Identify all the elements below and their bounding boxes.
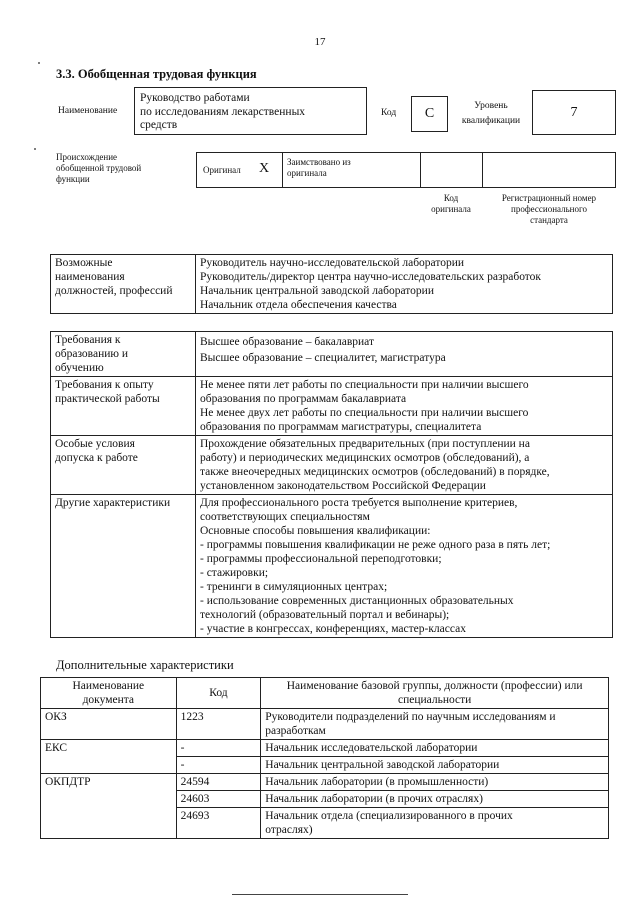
name-label: Наименование: [58, 106, 118, 116]
requirement-value-line: - стажировки;: [200, 567, 269, 579]
reg-number-caption: [482, 193, 616, 226]
doc-cell: ЕКС: [41, 740, 177, 774]
table-row: [41, 709, 609, 740]
requirement-label: [51, 377, 196, 436]
caption-line: профессионального: [511, 204, 587, 214]
requirement-value-line: работу) и периодических медицинских осмотров (обследований), а: [200, 452, 530, 464]
requirement-value: [196, 495, 613, 638]
requirement-label-line: обучению: [55, 362, 104, 374]
requirement-value-line: - участие в конгрессах, конференциях, мастер-классах: [200, 623, 466, 635]
education-row: [51, 332, 613, 377]
requirement-value: [196, 332, 613, 377]
requirement-value-line: Высшее образование – специалитет, магистратура: [200, 352, 446, 364]
requirement-value-line: образования по программам бакалавриата: [200, 393, 407, 405]
code-label: Код: [381, 108, 397, 118]
code-cell: -: [176, 757, 261, 774]
name-line: Руководители подразделений по научным исследованиям и: [265, 711, 556, 723]
requirement-value-line: - программы повышения квалификации не реже одного раза в пять лет;: [200, 539, 551, 551]
code-value-box: C: [411, 96, 448, 132]
level-label-line: квалификации: [461, 116, 521, 126]
origin-label-line: функции: [56, 174, 90, 184]
caption-line: Регистрационный номер: [501, 193, 597, 203]
admission-row: [51, 436, 613, 495]
requirement-value-line: Основные способы повышения квалификации:: [200, 525, 431, 537]
original-cell: [197, 153, 283, 187]
function-name-line: средств: [140, 119, 178, 131]
header-line: Наименование: [72, 680, 145, 692]
name-line: Начальник исследовательской лаборатории: [265, 742, 478, 754]
requirement-value-line: Прохождение обязательных предварительных (при поступлении на: [200, 438, 530, 450]
positions-list-cell: [196, 255, 613, 314]
scan-edge-line: [232, 894, 408, 895]
requirement-value-line: - использование современных дистанционных образовательных: [200, 595, 514, 607]
requirement-value-line: - тренинги в симуляционных центрах;: [200, 581, 388, 593]
function-name-line: по исследованиям лекарственных: [140, 105, 306, 118]
requirement-label-line: Особые условия: [55, 438, 135, 450]
requirement-value-line: образования по программам магистратуры, специалитета: [200, 421, 482, 433]
requirement-label-line: допуска к работе: [55, 452, 138, 464]
position-item: Руководитель научно-исследовательской лаборатории: [200, 257, 465, 269]
table-row: [41, 740, 609, 757]
name-cell: [261, 757, 609, 774]
name-cell: [261, 709, 609, 740]
borrowed-label-line: оригинала: [287, 168, 327, 178]
positions-label-cell: [51, 255, 196, 314]
name-line: отраслях): [265, 824, 313, 836]
requirement-value-line: Для профессионального роста требуется выполнение критериев,: [200, 497, 518, 509]
name-line: разработкам: [265, 725, 326, 737]
requirement-value-line: установленном законодательством Российской Федерации: [200, 480, 486, 492]
code-cell: 1223: [176, 709, 261, 740]
section-title: 3.3. Обобщенная трудовая функция: [56, 67, 257, 81]
name-line: Начальник лаборатории (в промышленности): [265, 776, 489, 788]
origin-label-line: обобщенной трудовой: [56, 163, 142, 173]
function-name-line: Руководство работами: [140, 92, 250, 104]
positions-label-line: должностей, профессий: [55, 285, 173, 297]
positions-label-line: наименования: [55, 271, 125, 283]
caption-line: оригинала: [431, 204, 471, 214]
requirement-value-line: Высшее образование – бакалавриат: [200, 336, 374, 348]
extra-table: [40, 677, 609, 839]
code-cell: -: [176, 740, 261, 757]
positions-table: [50, 254, 613, 314]
code-cell: 24693: [176, 808, 261, 839]
name-cell: [261, 740, 609, 757]
requirement-value-line: Не менее пяти лет работы по специальности при наличии высшего: [200, 379, 529, 391]
requirement-value-line: технологий (образовательный портал и вебинары);: [200, 609, 450, 621]
origin-label-line: Происхождение: [56, 152, 118, 162]
requirement-label-line: практической работы: [55, 393, 160, 405]
header-line: документа: [82, 694, 135, 706]
requirement-label-line: Другие характеристики: [55, 497, 171, 509]
code-header: Код: [176, 678, 261, 709]
scan-speck: [34, 148, 36, 150]
borrowed-cell: [283, 153, 421, 187]
caption-line: Код: [443, 193, 459, 203]
name-line: Начальник отдела (специализированного в прочих: [265, 810, 513, 822]
code-cell: 24594: [176, 774, 261, 791]
other-characteristics-row: [51, 495, 613, 638]
requirement-label: [51, 332, 196, 377]
position-item: Начальник центральной заводской лаборатории: [200, 285, 434, 297]
code-cell: 24603: [176, 791, 261, 808]
level-label: [456, 101, 526, 127]
header-line: Наименование базовой группы, должности (профессии) или: [286, 680, 583, 692]
requirement-value-line: соответствующих специальностям: [200, 511, 370, 523]
requirement-label: [51, 495, 196, 638]
requirement-value-line: также внеочередных медицинских осмотров (обследований) в порядке,: [200, 466, 550, 478]
name-cell: [261, 774, 609, 791]
requirement-value: [196, 436, 613, 495]
requirement-value-line: Не менее двух лет работы по специальности при наличии высшего: [200, 407, 529, 419]
requirement-label-line: образованию и: [55, 348, 128, 360]
name-cell: [261, 808, 609, 839]
level-value-box: 7: [532, 90, 616, 135]
name-cell: [261, 791, 609, 808]
origin-label: [56, 152, 141, 185]
requirement-value: [196, 377, 613, 436]
original-mark: X: [259, 161, 270, 176]
experience-row: [51, 377, 613, 436]
requirement-label-line: Требования к опыту: [55, 379, 154, 391]
original-label: Оригинал: [203, 165, 241, 175]
original-code-caption: [421, 193, 481, 215]
name-line: Начальник лаборатории (в прочих отраслях): [265, 793, 483, 805]
borrowed-label-line: Заимствовано из: [287, 157, 351, 167]
reg-number-cell: [483, 153, 615, 187]
origin-grid: [196, 152, 616, 188]
doc-cell: ОКПДТР: [41, 774, 177, 839]
position-item: Руководитель/директор центра научно-исследовательских разработок: [200, 271, 542, 283]
positions-label-line: Возможные: [55, 257, 113, 269]
borrowed-label: [287, 157, 351, 179]
requirements-table: [50, 331, 613, 638]
extra-header-row: [41, 678, 609, 709]
name-line: Начальник центральной заводской лаборатории: [265, 759, 500, 771]
requirement-label-line: Требования к: [55, 334, 121, 346]
requirement-label: [51, 436, 196, 495]
position-item: Начальник отдела обеспечения качества: [200, 299, 397, 311]
level-label-line: Уровень: [474, 101, 508, 111]
name-header: [261, 678, 609, 709]
doc-cell: ОКЗ: [41, 709, 177, 740]
page-number: 17: [314, 36, 326, 48]
extra-title: Дополнительные характеристики: [56, 658, 234, 672]
table-row: [41, 774, 609, 791]
header-line: специальности: [397, 694, 472, 706]
original-code-cell: [421, 153, 483, 187]
caption-line: стандарта: [530, 215, 568, 225]
function-name-box: [134, 87, 367, 135]
scan-speck: [38, 62, 40, 64]
doc-header: [41, 678, 177, 709]
requirement-value-line: - программы профессиональной переподготовки;: [200, 553, 442, 565]
